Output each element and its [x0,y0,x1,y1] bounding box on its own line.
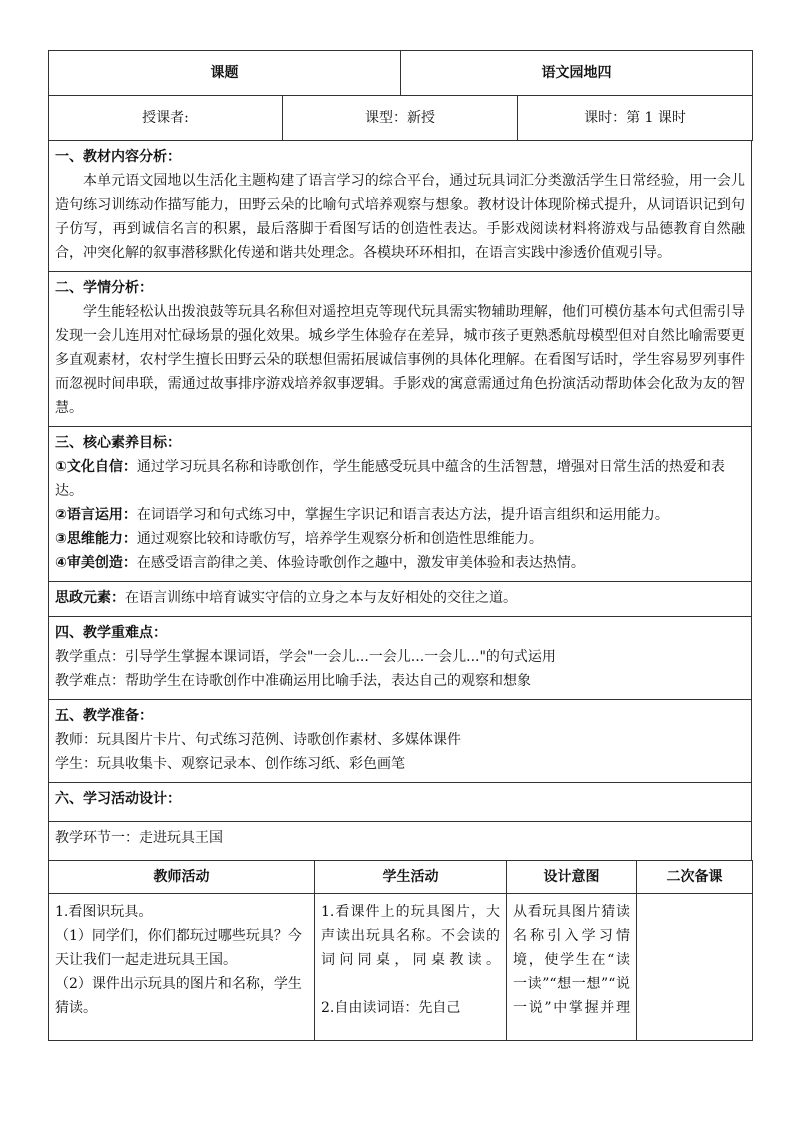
student-activity-cell [315,894,507,1041]
goal-item [55,503,745,527]
activity-row [49,894,753,1041]
goal-text: 通过观察比较和诗歌仿写，培养学生观察分析和创造性思维能力。 [136,531,543,547]
meta-row [49,96,753,141]
student-step: 1.看课件上的玩具图片，大声读出玩具名称。不会读的词问同桌，同桌教读。 [321,904,500,968]
design-intent-text: 从看玩具图片猜读名称引入学习情境，使学生在“读一读”“想一想”“说一说”中掌握并理 [513,904,630,1016]
section-title: 三、核心素养目标： [55,435,181,451]
section-title: 六、学习活动设计： [55,791,181,807]
activity-table [48,860,753,1041]
goal-label: ②语言运用： [55,507,137,523]
sections-table [48,140,752,861]
teacher-step: （1）同学们，你们都玩过哪些玩具？今天让我们一起走进玩具王国。 [55,928,302,968]
section-ideology [49,582,752,617]
lesson-plan-table [48,50,753,96]
key-point: 教学重点：引导学生掌握本课词语，学会"一会儿...一会儿...一会儿..."的句式运用 [55,649,556,665]
meta-table [48,95,753,141]
topic-label: 课题 [49,51,401,96]
section-title: 一、教材内容分析： [55,149,181,165]
teacher-field: 授课者: [49,96,283,141]
header-teacher-activity: 教师活动 [49,861,315,894]
section-core-goals [49,427,752,582]
stage-title: 教学环节一：走进玩具王国 [55,830,223,846]
teacher-step: （2）课件出示玩具的图片和名称，学生猜读。 [55,976,302,1016]
header-student-activity: 学生活动 [315,861,507,894]
teacher-activity-cell [49,894,315,1041]
teacher-preparation: 教师：玩具图片卡片、句式练习范例、诗歌创作素材、多媒体课件 [55,732,461,748]
student-preparation: 学生：玩具收集卡、观察记录本、创作练习纸、彩色画笔 [55,756,405,772]
ideology-label: 思政元素： [55,590,125,606]
goal-text: 通过学习玩具名称和诗歌创作，学生能感受玩具中蕴含的生活智慧，增强对日常生活的热爱和表达。 [55,459,725,499]
ideology-text: 在语言训练中培育诚实守信的立身之本与友好相处的交往之道。 [125,590,517,606]
goal-item [55,527,745,551]
goal-text: 在感受语言韵律之美、体验诗歌创作之趣中，激发审美体验和表达热情。 [136,555,585,571]
lesson-type-field: 课型：新授 [283,96,518,141]
goal-text: 在词语学习和句式练习中，掌握生字识记和语言表达方法，提升语言组织和运用能力。 [136,507,669,523]
section-body: 学生能轻松认出拨浪鼓等玩具名称但对遥控坦克等现代玩具需实物辅助理解，他们可模仿基本句式但需引导发现一会儿连用对忙碌场景的强化效果。城乡学生体验存在差异，城市孩子更熟悉航母模型但对自然比喻需要更多直观素材，农村学生擅长田野云朵的联想但需拓展诚信事例的具体化理解。在看图写话时，学生容易罗列事件而忽视时间串联，需通过故事排序游戏培养叙事逻辑。手影戏的寓意需通过角色扮演活动帮助体会化敌为友的智慧。 [55,304,745,416]
section-learner-analysis [49,272,752,427]
section-body: 本单元语文园地以生活化主题构建了语言学习的综合平台，通过玩具词汇分类激活学生日常经验，用一会儿造句练习训练动作描写能力，田野云朵的比喻句式培养观察与想象。教材设计体现阶梯式提升，从词语识记到句子仿写，再到诚信名言的积累，最后落脚于看图写话的创造性表达。手影戏阅读材料将游戏与品德教育自然融合，冲突化解的叙事潜移默化传递和谐共处理念。各模块环环相扣，在语言实践中渗透价值观引导。 [55,173,745,261]
section-title: 二、学情分析： [55,280,153,296]
student-step: 2.自由读词语：先自己 [321,1000,461,1016]
section-activity-design [49,783,752,822]
goal-label: ④审美创造： [55,555,137,571]
activity-header-row [49,861,753,894]
section-title: 四、教学重难点： [55,625,167,641]
second-prep-cell[interactable] [637,894,753,1041]
section-key-points [49,617,752,700]
stage-row [49,822,752,861]
section-title: 五、教学准备： [55,708,153,724]
header-design-intent: 设计意图 [507,861,637,894]
header-second-prep: 二次备课 [637,861,753,894]
design-intent-cell [507,894,637,1041]
goal-item [55,455,745,503]
teacher-step: 1.看图识玩具。 [55,904,153,920]
lesson-hours-field: 课时：第 1 课时 [518,96,753,141]
goal-label: ①文化自信： [55,459,137,475]
goal-item [55,551,745,575]
title-row [49,51,753,96]
section-preparation [49,700,752,783]
section-material-analysis [49,141,752,272]
lesson-title: 语文园地四 [401,51,753,96]
goal-label: ③思维能力： [55,531,137,547]
lesson-plan-page [48,50,752,1041]
difficult-point: 教学难点：帮助学生在诗歌创作中准确运用比喻手法，表达自己的观察和想象 [55,673,531,689]
